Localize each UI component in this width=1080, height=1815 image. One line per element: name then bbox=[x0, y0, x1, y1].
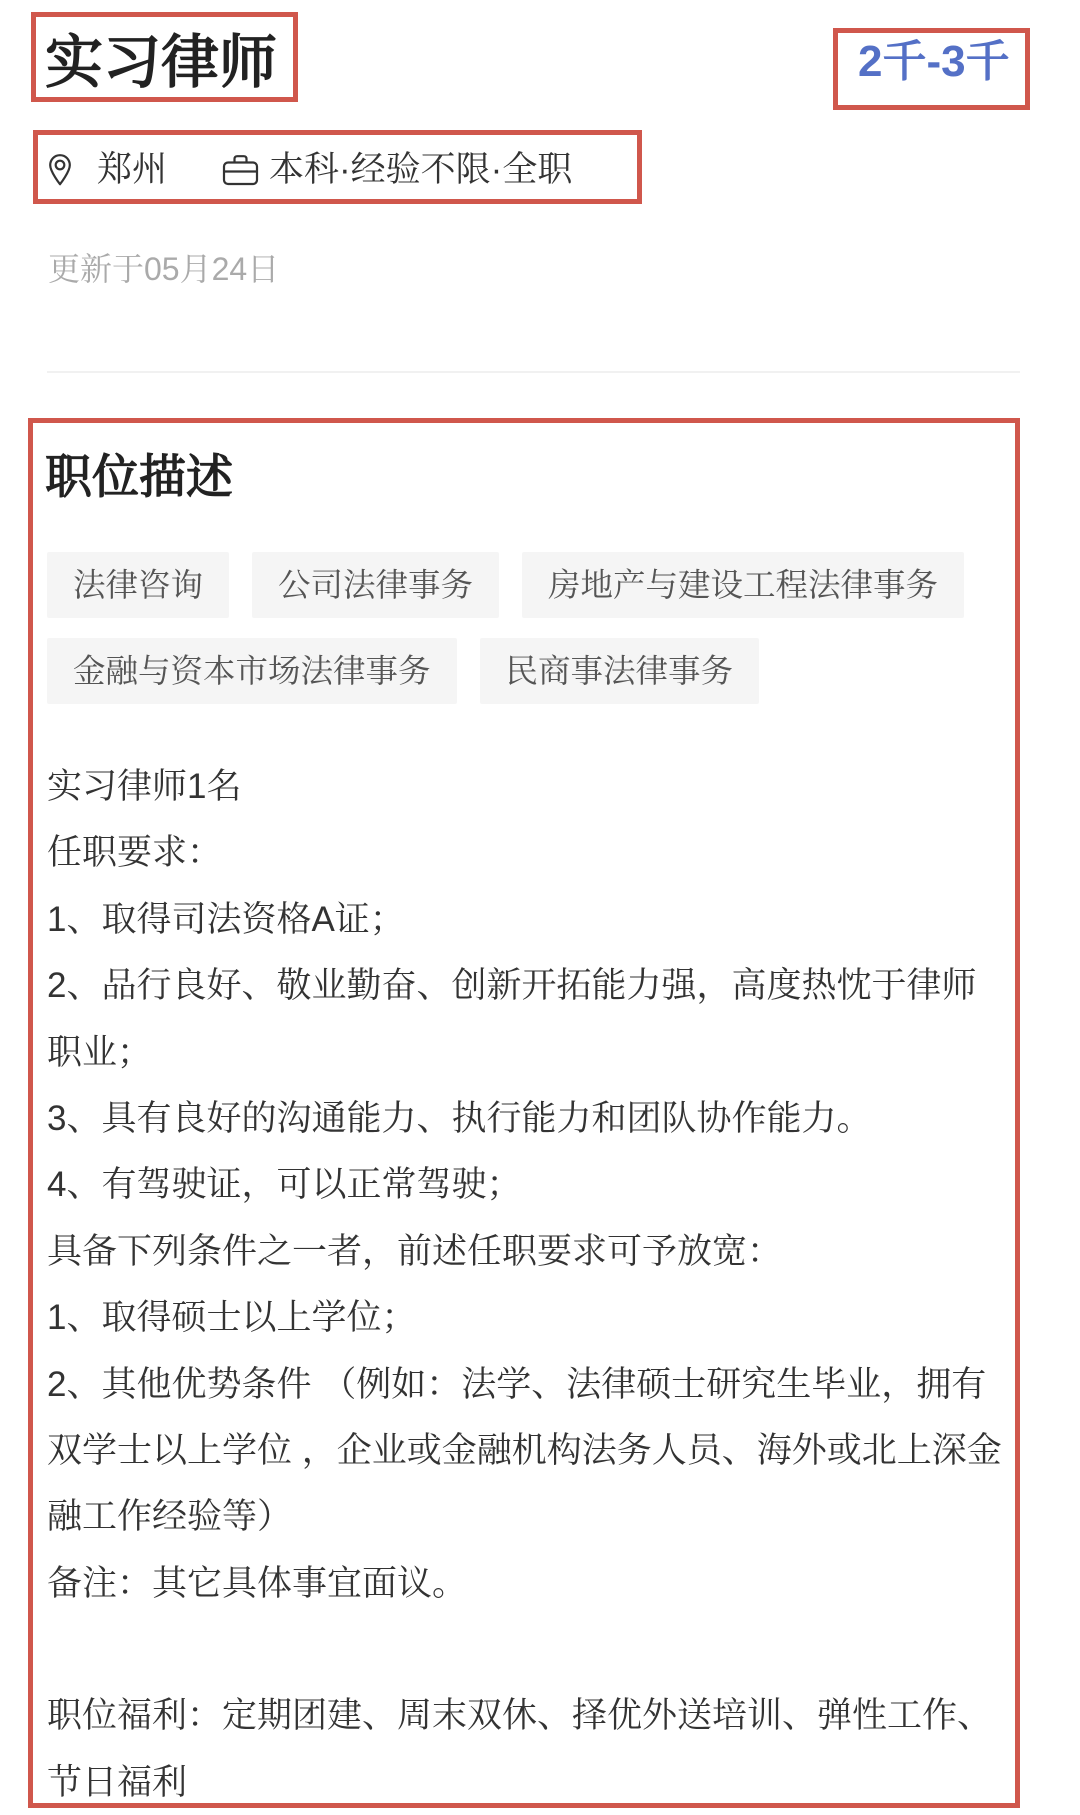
description-paragraph bbox=[47, 1683, 1017, 1808]
description-line: 双学士以上学位 ，企业或金融机构法务人员、海外或北上深金 bbox=[47, 1430, 1002, 1470]
description-paragraph bbox=[47, 1352, 1017, 1551]
updated-date: 更新于05月24日 bbox=[48, 251, 280, 287]
description-line: 2、其他优势条件 （例如：法学、法律硕士研究生毕业，拥有 bbox=[47, 1364, 987, 1404]
description-line: 备注：其它具体事宜面议。 bbox=[47, 1563, 468, 1603]
description-paragraph bbox=[47, 887, 1017, 953]
description-paragraph bbox=[47, 953, 1017, 1086]
description-paragraph bbox=[47, 1152, 1017, 1218]
section-divider bbox=[47, 371, 1020, 373]
job-requirements-summary: 本科·经验不限·全职 bbox=[269, 150, 573, 189]
briefcase-icon bbox=[222, 154, 259, 186]
location-pin-icon bbox=[48, 153, 72, 187]
section-heading: 职位描述 bbox=[45, 450, 233, 503]
description-paragraph bbox=[47, 1551, 1017, 1617]
salary-highlight-box bbox=[833, 28, 1030, 110]
description-line: 任职要求： bbox=[47, 833, 223, 873]
skill-tags bbox=[47, 552, 997, 724]
skill-tag: 法律咨询 bbox=[47, 552, 229, 618]
skill-tag: 民商事法律事务 bbox=[480, 638, 760, 704]
description-line: 1、取得硕士以上学位； bbox=[47, 1298, 417, 1338]
job-description-highlight-box bbox=[28, 418, 1020, 1808]
description-line: 2、品行良好、敬业勤奋、创新开拓能力强，高度热忱于律师 bbox=[47, 966, 977, 1006]
description-line: 4、有驾驶证，可以正常驾驶； bbox=[47, 1165, 522, 1205]
description-paragraph bbox=[47, 820, 1017, 886]
description-paragraph bbox=[47, 1285, 1017, 1351]
description-line: 实习律师1名 bbox=[47, 767, 242, 806]
description-line: 节日福利 bbox=[47, 1762, 188, 1802]
skill-tag: 金融与资本市场法律事务 bbox=[47, 638, 457, 704]
description-line: 3、具有良好的沟通能力、执行能力和团队协作能力。 bbox=[47, 1098, 872, 1138]
job-title-highlight-box bbox=[31, 12, 298, 102]
skill-tag: 房地产与建设工程法律事务 bbox=[522, 552, 964, 618]
description-blank-line bbox=[47, 1617, 1017, 1683]
description-line: 1、取得司法资格A证； bbox=[47, 899, 405, 939]
description-line: 职位福利：定期团建、周末双休、择优外送培训、弹性工作、 bbox=[47, 1696, 993, 1736]
job-meta-highlight-box bbox=[33, 130, 642, 204]
job-title: 实习律师 bbox=[45, 30, 278, 95]
description-paragraph bbox=[47, 1219, 1017, 1285]
salary-range: 2千-3千 bbox=[858, 37, 1010, 86]
description-body bbox=[47, 754, 1017, 1808]
description-line: 融工作经验等） bbox=[47, 1497, 293, 1537]
skill-tag: 公司法律事务 bbox=[252, 552, 499, 618]
description-paragraph bbox=[47, 754, 1017, 820]
description-line: 具备下列条件之一者，前述任职要求可予放宽： bbox=[47, 1231, 783, 1271]
job-location: 郑州 bbox=[97, 150, 168, 189]
description-line: 职业； bbox=[47, 1032, 153, 1072]
description-paragraph bbox=[47, 1086, 1017, 1152]
description-paragraph-blank bbox=[47, 1617, 1017, 1683]
